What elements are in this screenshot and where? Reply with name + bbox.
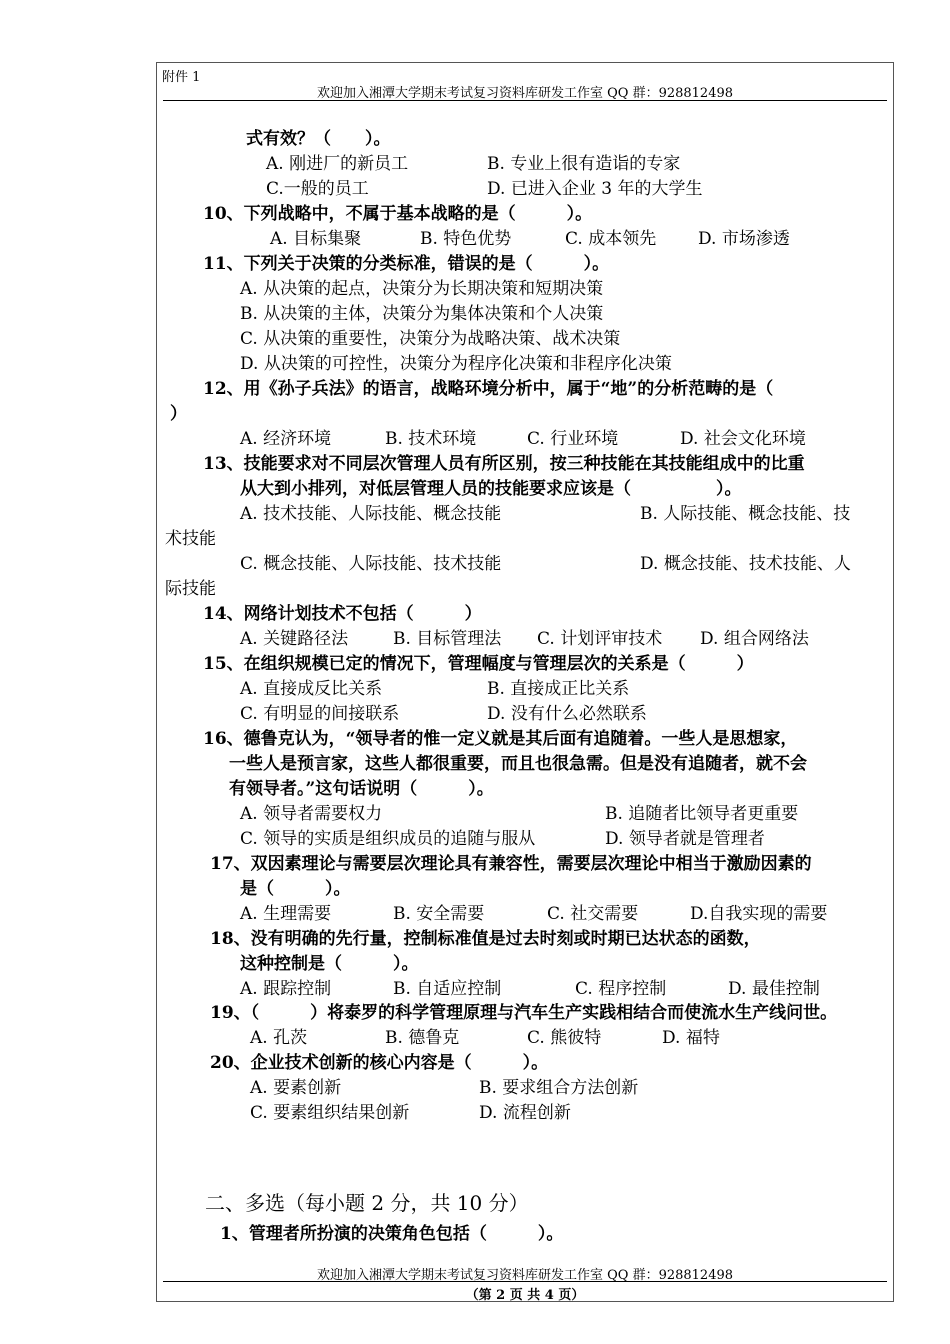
option-text: C. 领导的实质是组织成员的追随与服从 [240, 829, 536, 849]
option-text: D. 流程创新 [479, 1103, 571, 1123]
option-text: A. 生理需要 [240, 904, 332, 924]
option-text: D. 市场渗透 [698, 229, 790, 249]
option-text: A. 孔茨 [250, 1028, 308, 1048]
question-text: 14、网络计划技术不包括（ ） [203, 604, 482, 624]
option-text: C. 概念技能、人际技能、技术技能 [240, 554, 502, 574]
option-text: D. 福特 [662, 1028, 720, 1048]
question-text: 有领导者。”这句话说明（ ）。 [229, 779, 494, 799]
option-text: C. 要素组织结果创新 [250, 1103, 410, 1123]
option-text: A. 从决策的起点，决策分为长期决策和短期决策 [240, 279, 604, 299]
option-text: D. 概念技能、技术技能、人 [640, 554, 851, 574]
question-text: 12、用《孙子兵法》的语言，战略环境分析中，属于“地”的分析范畴的是（ [203, 379, 774, 399]
option-text: 际技能 [165, 579, 216, 599]
page-number: （第 2 页 共 4 页） [465, 1288, 585, 1303]
header-rule [163, 100, 887, 101]
option-text: C. 有明显的间接联系 [240, 704, 400, 724]
option-text: D. 没有什么必然联系 [487, 704, 647, 724]
question-text: 10、下列战略中，不属于基本战略的是（ ）。 [203, 204, 593, 224]
question-text: 1、管理者所扮演的决策角色包括（ ）。 [220, 1224, 564, 1244]
option-text: A. 关键路径法 [240, 629, 349, 649]
option-text: D. 从决策的可控性，决策分为程序化决策和非程序化决策 [240, 354, 672, 374]
option-text: A. 跟踪控制 [240, 979, 332, 999]
option-text: B. 自适应控制 [393, 979, 502, 999]
footer-banner: 欢迎加入湘潭大学期末考试复习资料库研发工作室 QQ 群：928812498 [316, 1268, 734, 1283]
option-text: A. 刚进厂的新员工 [266, 154, 409, 174]
option-text: D. 已进入企业 3 年的大学生 [487, 179, 703, 199]
option-text: C. 计划评审技术 [537, 629, 663, 649]
option-text: D. 最佳控制 [728, 979, 820, 999]
header-banner: 欢迎加入湘潭大学期末考试复习资料库研发工作室 QQ 群：928812498 [316, 86, 734, 101]
question-text: 式有效？（ ）。 [246, 129, 391, 149]
option-text: A. 直接成反比关系 [240, 679, 383, 699]
option-text: A. 目标集聚 [270, 229, 362, 249]
question-text: 是（ ）。 [240, 879, 351, 899]
attachment-label: 附件 1 [162, 70, 201, 85]
option-text: D.自我实现的需要 [690, 904, 828, 924]
option-text: C. 行业环境 [527, 429, 619, 449]
option-text: B. 要求组合方法创新 [479, 1078, 639, 1098]
question-text: 从大到小排列，对低层管理人员的技能要求应该是（ ）。 [240, 479, 742, 499]
option-text: B. 特色优势 [420, 229, 512, 249]
option-text: C. 程序控制 [575, 979, 667, 999]
option-text: B. 专业上很有造诣的专家 [487, 154, 681, 174]
question-text: 17、双因素理论与需要层次理论具有兼容性，需要层次理论中相当于激励因素的 [210, 854, 812, 874]
option-text: B. 安全需要 [393, 904, 485, 924]
question-text: 15、在组织规模已定的情况下，管理幅度与管理层次的关系是（ ） [203, 654, 754, 674]
option-text: B. 从决策的主体，决策分为集体决策和个人决策 [240, 304, 604, 324]
question-text: 20、企业技术创新的核心内容是（ ）。 [210, 1053, 549, 1073]
section-heading: 二、多选（每小题 2 分，共 10 分） [205, 1191, 529, 1215]
option-text: B. 技术环境 [385, 429, 477, 449]
option-text: A. 技术技能、人际技能、概念技能 [240, 504, 502, 524]
option-text: C. 成本领先 [565, 229, 657, 249]
option-text: D. 领导者就是管理者 [605, 829, 765, 849]
option-text: C. 社交需要 [547, 904, 639, 924]
option-text: B. 目标管理法 [393, 629, 502, 649]
option-text: B. 直接成正比关系 [487, 679, 630, 699]
option-text: C.一般的员工 [266, 179, 369, 199]
option-text: A. 要素创新 [250, 1078, 342, 1098]
option-text: D. 组合网络法 [700, 629, 809, 649]
question-text: 16、德鲁克认为，“领导者的惟一定义就是其后面有追随着。一些人是思想家， [203, 729, 798, 749]
question-text: ） [170, 404, 187, 424]
option-text: B. 德鲁克 [385, 1028, 460, 1048]
option-text: D. 社会文化环境 [680, 429, 806, 449]
question-text: 这种控制是（ ）。 [240, 954, 419, 974]
question-text: 一些人是预言家，这些人都很重要，而且也很急需。但是没有追随者，就不会 [229, 754, 807, 774]
question-text: 13、技能要求对不同层次管理人员有所区别，按三种技能在其技能组成中的比重 [203, 454, 805, 474]
question-text: 11、下列关于决策的分类标准，错误的是（ ）。 [203, 254, 610, 274]
option-text: A. 领导者需要权力 [240, 804, 383, 824]
question-text: 19、（ ）将泰罗的科学管理原理与汽车生产实践相结合而使流水生产线问世。 [210, 1003, 838, 1023]
option-text: C. 从决策的重要性，决策分为战略决策、战术决策 [240, 329, 621, 349]
option-text: C. 熊彼特 [527, 1028, 602, 1048]
question-text: 18、没有明确的先行量，控制标准值是过去时刻或时期已达状态的函数， [210, 929, 761, 949]
option-text: B. 追随者比领导者更重要 [605, 804, 799, 824]
option-text: 术技能 [165, 529, 216, 549]
footer-rule [163, 1281, 887, 1282]
option-text: B. 人际技能、概念技能、技 [640, 504, 851, 524]
option-text: A. 经济环境 [240, 429, 332, 449]
